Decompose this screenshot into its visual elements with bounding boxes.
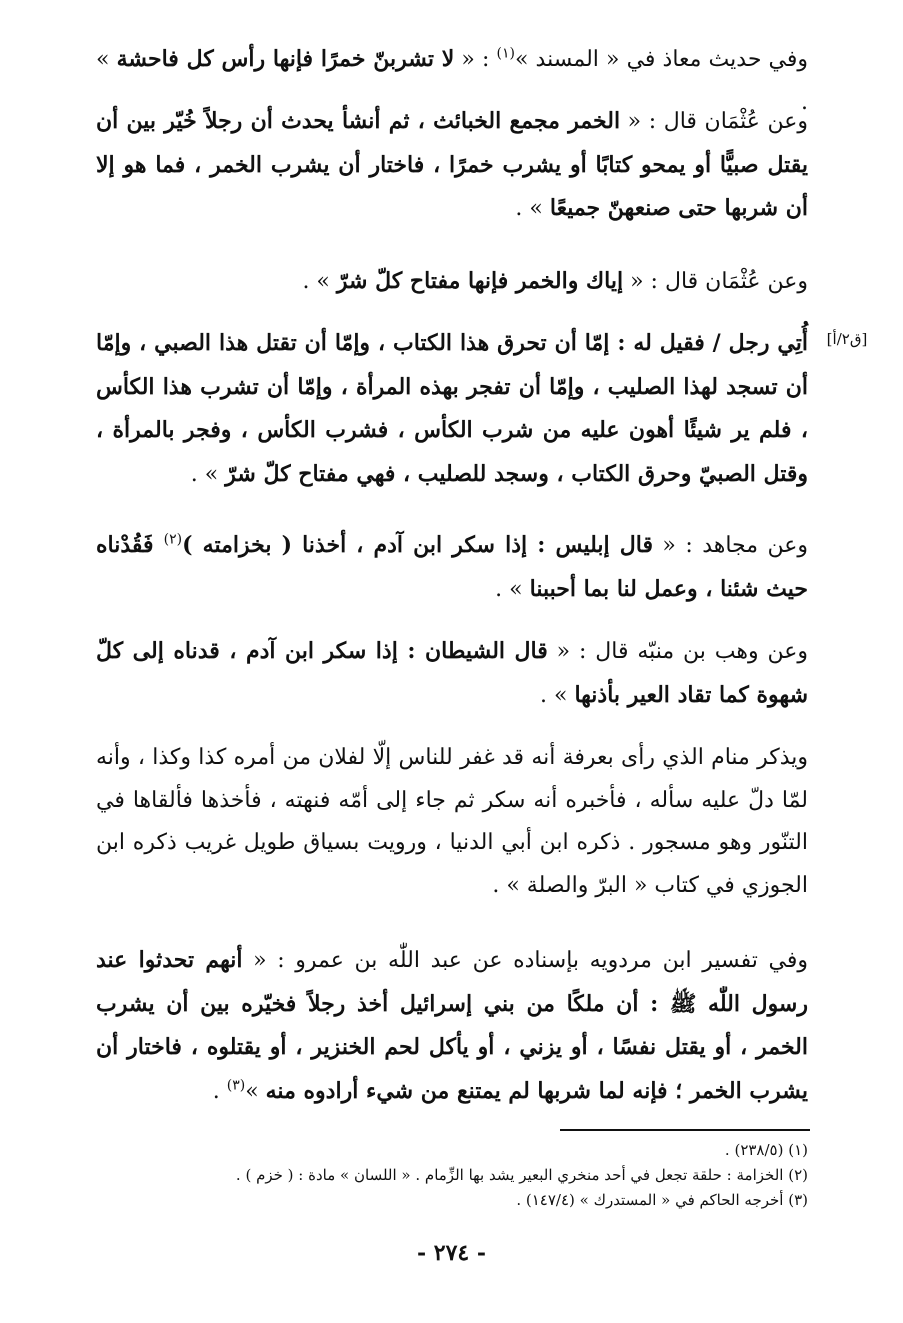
footnote-2: (٢) الخزامة : حلقة تجعل في أحد منخري البعير يشد بها الزِّمام . « اللسان » مادة : ( خزم ) .: [235, 1166, 808, 1184]
page-number: - ٢٧٤ -: [416, 1240, 487, 1266]
paragraph-wahb-shaytan: [96, 630, 808, 717]
paragraph-uthman-miftah: [96, 260, 808, 304]
narration-text: وفي تفسير ابن مردويه بإسناده عن عبد اللّٰه بن عمرو : «: [242, 948, 809, 973]
narration-text: » .: [302, 269, 337, 294]
narration-text: وعن عُثْمَان قال : «: [620, 109, 808, 134]
quoted-text: أنهم تحدثوا عند رسول اللّٰه ﷺ : أن ملكًا من بني إسرائيل أخذ رجلاً فخيّره بين أن يشرب الخمر ، أو يقتل نفسًا ، أو يزني ، أو يأكل لحم الخنزير ، أو يقتلوه ، فاختار أن يشرب الخمر ؛ فإنه لما شربها لم يمتنع من شيء أرادوه منه: [96, 947, 808, 1104]
paragraph-rajul-story: [96, 322, 808, 496]
quoted-text: الخمر مجمع الخبائث ، ثم أنشأ يحدث أن رجلاً خُيّر بين أن يقتل صبيًّا أو يمحو كتابًا أو يشرب خمرًا ، فاختار أن يشرب الخمر ، فما هو إلا أن شربها حتى صنعهنّ جميعًا: [96, 108, 808, 221]
footnote-reference: (٢): [163, 531, 183, 548]
footnote-1: (١) (٢٣٨/٥) .: [724, 1141, 808, 1159]
narration-text: .: [212, 1078, 227, 1104]
footnote-reference: (١): [496, 45, 515, 62]
paragraph-uthman-khabaith: [96, 100, 808, 231]
quoted-text: قال الشيطان : إذا سكر ابن آدم ، قدناه إلى كلّ شهوة كما تقاد العير بأذنها: [96, 638, 808, 708]
narration-text: » .: [190, 461, 226, 487]
quoted-text: قال إبليس : إذا سكر ابن آدم ، أخذنا ( بخزامته ): [182, 532, 653, 558]
paragraph-ibn-mardawayh: [96, 939, 808, 1113]
footnotes-list: [96, 1138, 808, 1213]
narration-text: » .: [96, 47, 808, 115]
footnote-reference: (٣): [226, 1077, 246, 1094]
narration-text: وعن وهب بن منبّه قال : «: [547, 639, 808, 664]
paragraph-mujahid-iblis: [96, 524, 808, 611]
narration-text: ويذكر منام الذي رأى بعرفة أنه قد غفر للناس إلّا لفلان من أمره كذا وكذا ، وأنه لمّا دلّ عليه سأله ، فأخبره أنه سكر ثم جاء إلى أمّه فنهته ، فأخذها فألقاها في التنّور وهو مسجور . ذكره ابن أبي الدنيا ، ورويت بسياق طويل غريب ذكره ابن الجوزي في كتاب « البرّ والصلة » .: [96, 745, 808, 898]
narration-text: »: [245, 1078, 266, 1104]
footnote-divider: [560, 1129, 810, 1131]
narration-text: وعن مجاهد : «: [652, 533, 808, 558]
narration-text: » .: [540, 682, 575, 708]
narration-text: : «: [454, 47, 497, 72]
narration-text: » .: [495, 576, 530, 602]
quoted-text: أُتِي رجل / فقيل له : إمّا أن تحرق هذا الكتاب ، وإمّا أن تقتل هذا الصبي ، وإمّا أن تسجد لهذا الصليب ، وإمّا أن تفجر بهذه المرأة ، وإمّا أن تشرب هذا الكأس ، فلم ير شيئًا أهون عليه من شرب الكأس ، فشرب الكأس ، وفجر بالمرأة ، وقتل الصبيّ وحرق الكتاب ، وسجد للصليب ، فهي مفتاح كلّ شرّ: [96, 330, 808, 487]
narration-text: وفي حديث معاذ في « المسند »: [514, 47, 809, 72]
narration-text: » .: [515, 196, 550, 221]
paragraph-manam-arafa: [96, 737, 808, 907]
footnote-3: (٣) أخرجه الحاكم في « المستدرك » (١٤٧/٤) .: [516, 1191, 808, 1209]
quoted-text: لا تشربنّ خمرًا فإنها رأس كل فاحشة: [116, 46, 455, 72]
quoted-text: فَقُدْناه حيث شئنا ، وعمل لنا بما أحببنا: [96, 532, 808, 602]
manuscript-folio-note: [ق٢/أ]: [826, 330, 868, 348]
narration-text: وعن عُثْمَان قال : «: [623, 269, 808, 294]
quoted-text: إياك والخمر فإنها مفتاح كلّ شرّ: [336, 268, 624, 294]
